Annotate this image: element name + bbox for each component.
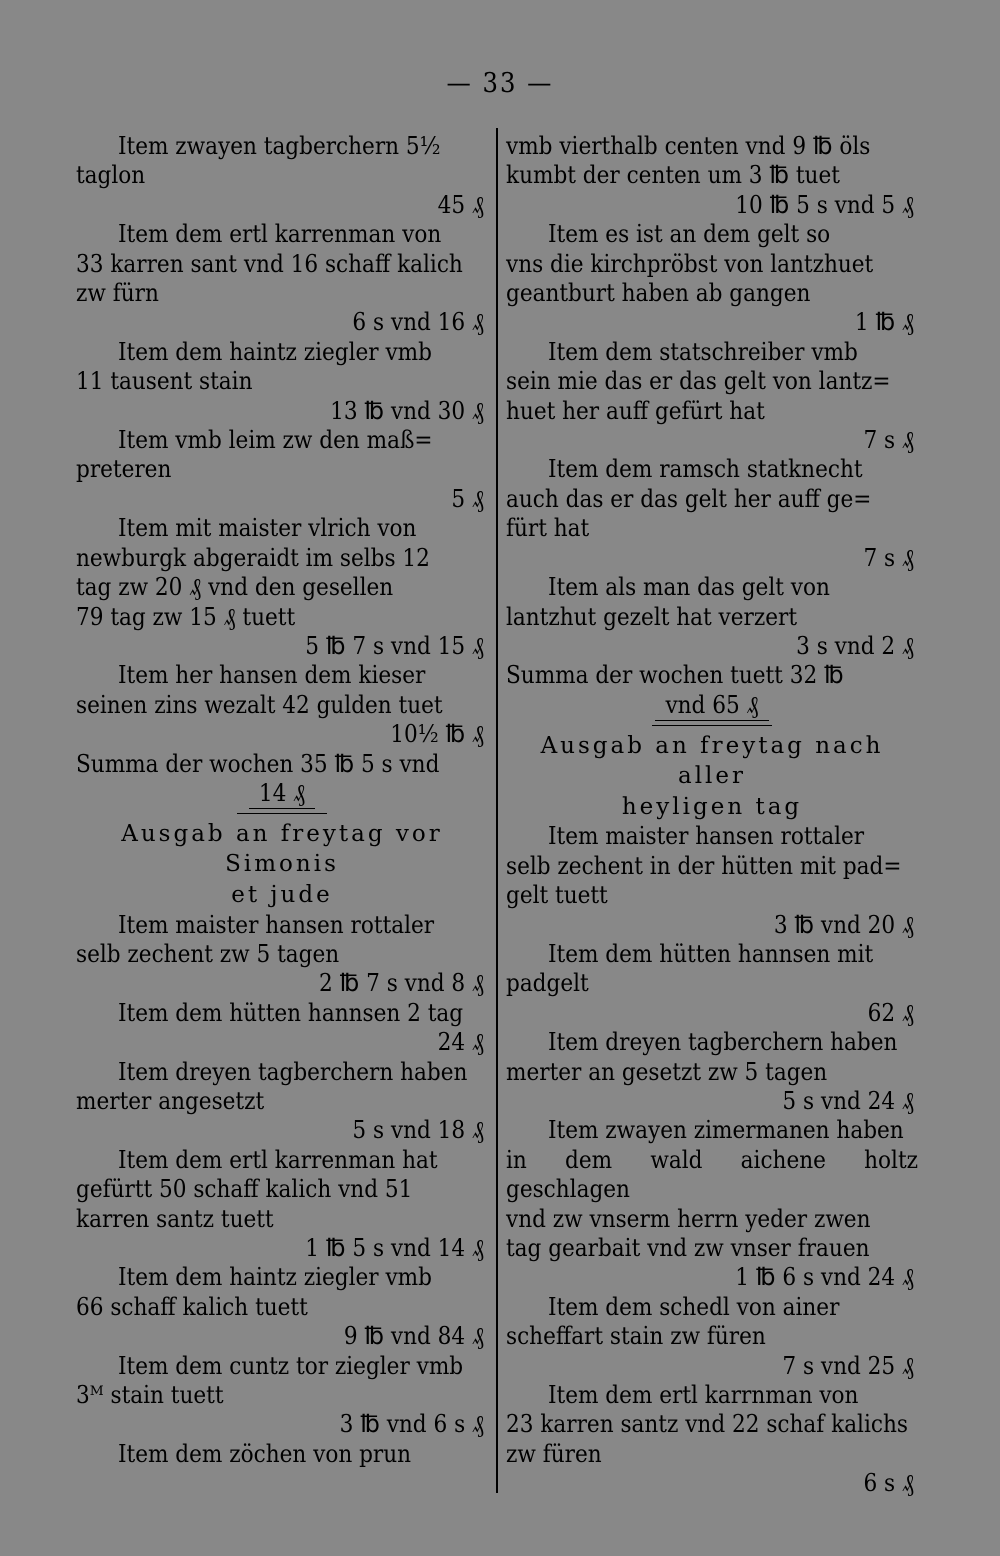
entry-line: Item dreyen tagberchern haben xyxy=(548,1028,898,1057)
entry-line: geantburt haben ab gangen xyxy=(506,279,811,308)
section-heading: Ausgab an freytag nach aller xyxy=(540,733,884,789)
amount-line: 5 s vnd 18 ₰ xyxy=(352,1116,484,1145)
entry-line: Item dem ramsch statknecht xyxy=(548,455,863,484)
entry-line: Item maister hansen rottaler xyxy=(548,822,865,851)
entry-line: kumbt der centen um 3 ℔ tuet xyxy=(506,161,840,190)
entry-line: Item dem schedl von ainer xyxy=(548,1292,840,1321)
entry-line: gefürtt 50 schaff kalich vnd 51 xyxy=(76,1175,413,1204)
entry-line: Item dem hütten hannsen 2 tag xyxy=(118,998,464,1027)
amount-line: 6 s ₰ xyxy=(863,1469,914,1498)
entry-line: 33 karren sant vnd 16 schaff kalich xyxy=(76,249,463,278)
section-heading: Ausgab an freytag vor Simonis xyxy=(121,821,443,877)
section-heading: et jude xyxy=(231,882,333,909)
entry-line: Item zwayen tagberchern 5½ xyxy=(118,132,441,160)
entry-line: 66 schaff kalich tuett xyxy=(76,1292,308,1321)
entry-line: 79 tag zw 15 ₰ tuett xyxy=(76,602,296,631)
entry-line: vmb vierthalb centen vnd 9 ℔ öls xyxy=(506,132,871,160)
amount-line: 1 ℔ 5 s vnd 14 ₰ xyxy=(305,1234,484,1263)
left-column xyxy=(76,132,488,1469)
entry-line: in dem wald aichene holtz geschlagen xyxy=(506,1145,918,1204)
entry-line: selb zechent in der hütten mit pad= xyxy=(506,851,902,880)
amount-line: 45 ₰ xyxy=(437,190,484,219)
amount-line: 24 ₰ xyxy=(437,1028,484,1057)
entry-line: Item vmb leim zw den maß= xyxy=(118,426,433,455)
entry-line: fürt hat xyxy=(506,514,590,543)
page-number: — 33 — xyxy=(446,68,554,99)
amount-line: 62 ₰ xyxy=(867,998,914,1027)
entry-line: Item dem ertl karrenman hat xyxy=(118,1145,438,1174)
entry-line: zw fürn xyxy=(76,279,159,308)
entry-line: karren santz tuett xyxy=(76,1204,274,1233)
entry-line: Item dem cuntz tor ziegler vmb xyxy=(118,1351,464,1380)
section-rule xyxy=(237,813,327,814)
entry-line: Item dem haintz ziegler vmb xyxy=(118,337,432,366)
column-divider xyxy=(496,128,498,1493)
weekly-sum-amount: 14 ₰ xyxy=(249,779,315,809)
entry-line: auch das er das gelt her auff ge= xyxy=(506,484,872,513)
entry-line: Item dem statschreiber vmb xyxy=(548,337,858,366)
entry-line: tag gearbait vnd zw vnser frauen xyxy=(506,1234,870,1263)
entry-line: padgelt xyxy=(506,969,589,998)
entry-line: Item dem ertl karrenman von xyxy=(118,220,442,249)
amount-line: 5 s vnd 24 ₰ xyxy=(782,1087,914,1115)
entry-line: Item zwayen zimermanen haben xyxy=(548,1116,904,1145)
weekly-sum: Summa der wochen tuett 32 ℔ xyxy=(506,661,844,690)
amount-line: 3 ℔ vnd 20 ₰ xyxy=(773,910,914,939)
entry-line: lantzhut gezelt hat verzert xyxy=(506,602,797,631)
amount-line: 2 ℔ 7 s vnd 8 ₰ xyxy=(319,969,484,998)
entry-line: newburgk abgeraidt im selbs 12 xyxy=(76,543,430,572)
entry-line: Item maister hansen rottaler xyxy=(118,910,435,939)
amount-line: 5 ℔ 7 s vnd 15 ₰ xyxy=(305,631,484,660)
amount-line: 10 ℔ 5 s vnd 5 ₰ xyxy=(735,190,914,219)
entry-line: taglon xyxy=(76,161,146,190)
entry-line: Item dem zöchen von prun xyxy=(118,1439,412,1468)
amount-line: 7 s vnd 25 ₰ xyxy=(782,1351,914,1380)
amount-line: 3 ℔ vnd 6 s ₰ xyxy=(339,1410,484,1439)
entry-line: selb zechent zw 5 tagen xyxy=(76,939,340,968)
amount-line: 6 s vnd 16 ₰ xyxy=(352,308,484,337)
entry-line: vnd zw vnserm herrn yeder zwen xyxy=(506,1204,871,1233)
entry-line: sein mie das er das gelt von lantz= xyxy=(506,367,891,396)
amount-line: 3 s vnd 2 ₰ xyxy=(796,631,914,660)
amount-line: 1 ℔ ₰ xyxy=(854,308,914,337)
amount-line: 7 s ₰ xyxy=(863,426,914,455)
entry-line: 3ᴹ stain tuett xyxy=(76,1381,224,1410)
weekly-sum: Summa der wochen 35 ℔ 5 s vnd xyxy=(76,749,440,778)
entry-line: Item als man das gelt von xyxy=(548,573,830,602)
entry-line: 11 tausent stain xyxy=(76,367,253,396)
right-column xyxy=(506,132,918,1499)
entry-line: Item mit maister vlrich von xyxy=(118,514,417,543)
entry-line: merter angesetzt xyxy=(76,1087,265,1115)
entry-line: Item dreyen tagberchern haben xyxy=(118,1057,468,1086)
amount-line: 13 ℔ vnd 30 ₰ xyxy=(330,396,484,425)
section-heading: heyligen tag xyxy=(621,793,803,820)
entry-line: tag zw 20 ₰ vnd den gesellen xyxy=(76,573,394,602)
amount-line: 5 ₰ xyxy=(451,484,484,513)
entry-line: 23 karren santz vnd 22 schaf kalichs xyxy=(506,1410,908,1439)
amount-line: 10½ ℔ ₰ xyxy=(390,720,484,749)
amount-line: 9 ℔ vnd 84 ₰ xyxy=(343,1322,484,1351)
entry-line: merter an gesetzt zw 5 tagen xyxy=(506,1057,828,1086)
amount-line: 7 s ₰ xyxy=(863,543,914,572)
entry-line: preteren xyxy=(76,455,172,484)
weekly-sum-amount: vnd 65 ₰ xyxy=(655,691,768,721)
entry-line: scheffart stain zw füren xyxy=(506,1322,766,1351)
entry-line: Item her hansen dem kieser xyxy=(118,661,426,690)
amount-line: 1 ℔ 6 s vnd 24 ₰ xyxy=(735,1263,914,1292)
entry-line: Item dem ertl karrnman von xyxy=(548,1381,859,1410)
entry-line: Item dem hütten hannsen mit xyxy=(548,939,874,968)
entry-line: Item es ist an dem gelt so xyxy=(548,220,831,249)
entry-line: huet her auff gefürt hat xyxy=(506,396,765,425)
entry-line: seinen zins wezalt 42 gulden tuet xyxy=(76,690,443,719)
entry-line: gelt tuett xyxy=(506,881,608,910)
section-rule xyxy=(652,725,772,726)
entry-line: vns die kirchpröbst von lantzhuet xyxy=(506,249,874,278)
entry-line: zw füren xyxy=(506,1439,602,1468)
entry-line: Item dem haintz ziegler vmb xyxy=(118,1263,432,1292)
